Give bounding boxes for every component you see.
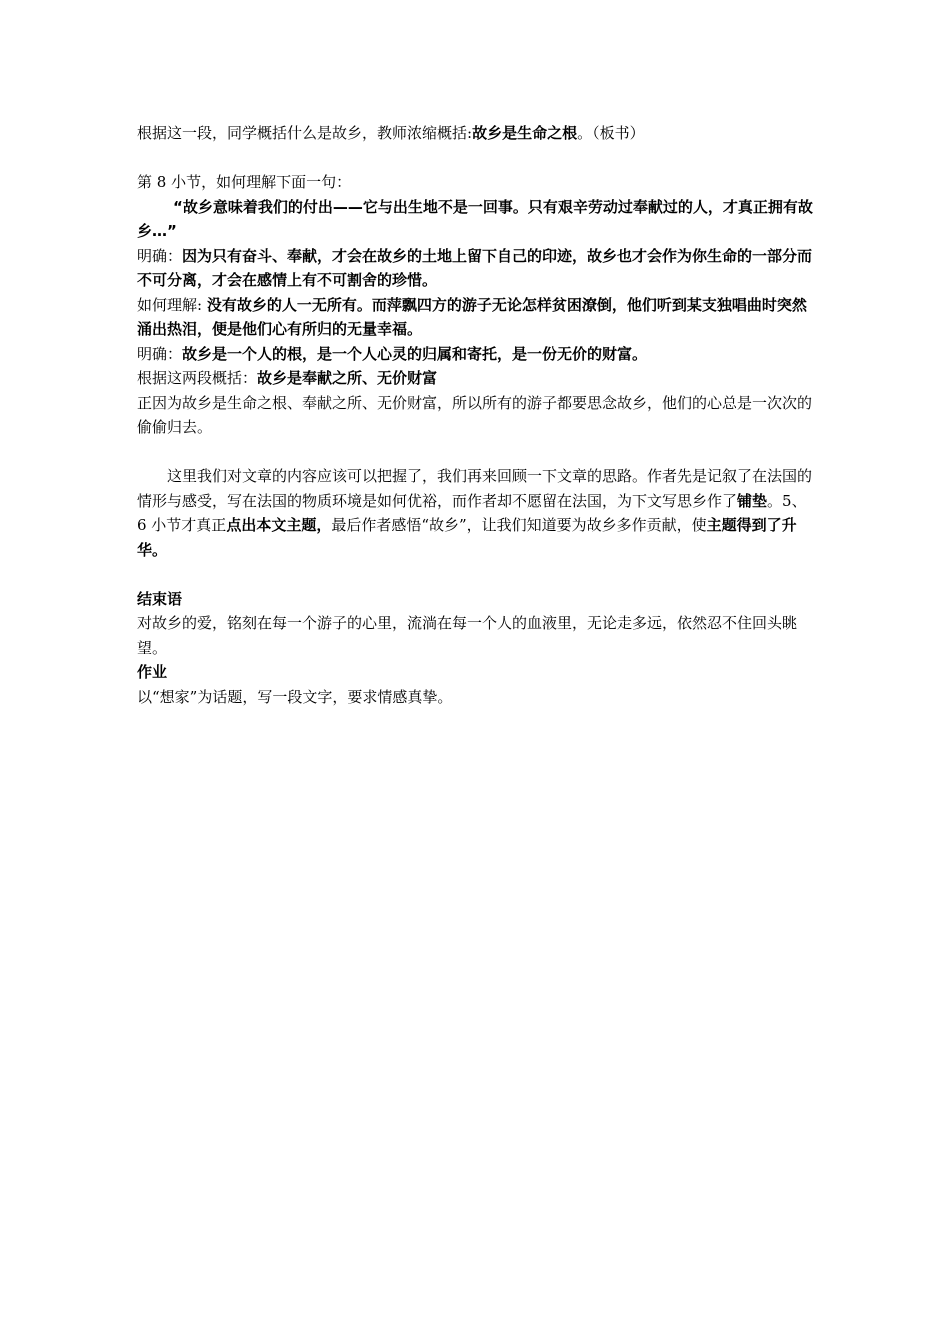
answer-paragraph-1: 明确：因为只有奋斗、奉献，才会在故乡的土地上留下自己的印迹，故乡也才会作为你生命的一部分而不可分离，才会在感情上有不可割舍的珍惜。 xyxy=(137,246,813,289)
spacer xyxy=(137,440,815,465)
question-paragraph-2: 如何理解: 没有故乡的人一无所有。而萍飘四方的游子无论怎样贫困潦倒，他们听到某支独唱曲时突然涌出热泪，便是他们心有所归的无量幸福。 xyxy=(137,295,807,338)
spacer xyxy=(137,146,815,171)
closing-heading: 结束语 xyxy=(137,589,183,608)
summary-paragraph: 根据这一段，同学概括什么是故乡，教师浓缩概括:故乡是生命之根。（板书） xyxy=(137,124,645,142)
quoted-sentence: “故乡意味着我们的付出——它与出生地不是一回事。只有艰辛劳动过奉献过的人，才真正拥有故乡…” xyxy=(137,197,813,240)
homework-heading: 作业 xyxy=(137,663,168,681)
two-paragraph-summary: 根据这两段概括：故乡是奉献之所、无价财富 xyxy=(137,369,438,387)
section-8-question: 第 8 小节，如何理解下面一句： xyxy=(137,173,352,191)
review-paragraph: 这里我们对文章的内容应该可以把握了，我们再来回顾一下文章的思路。作者先是记叙了在法国的情形与感受，写在法国的物质环境是如何优裕，而作者却不愿留在法国，为下文写思乡作了铺垫。5、6 小节才真正点出本文主题，最后作者感悟“故乡”，让我们知道要为故乡多作贡献，使主题得到了升华。 xyxy=(137,467,813,559)
answer-paragraph-2: 明确：故乡是一个人的根，是一个人心灵的归属和寄托，是一份无价的财富。 xyxy=(137,344,648,363)
homework-text: 以“想家”为话题，写一段文字，要求情感真挚。 xyxy=(137,687,453,706)
document-page xyxy=(137,121,815,709)
conclusion-paragraph: 正因为故乡是生命之根、奉献之所、无价财富，所以所有的游子都要思念故乡，他们的心总是一次次的偷偷归去。 xyxy=(137,393,813,436)
closing-text: 对故乡的爱，铭刻在每一个游子的心里，流淌在每一个人的血液里，无论走多远，依然忍不住回头眺望。 xyxy=(137,614,798,657)
spacer xyxy=(137,562,815,587)
key-point: 故乡是生命之根 xyxy=(472,124,578,142)
